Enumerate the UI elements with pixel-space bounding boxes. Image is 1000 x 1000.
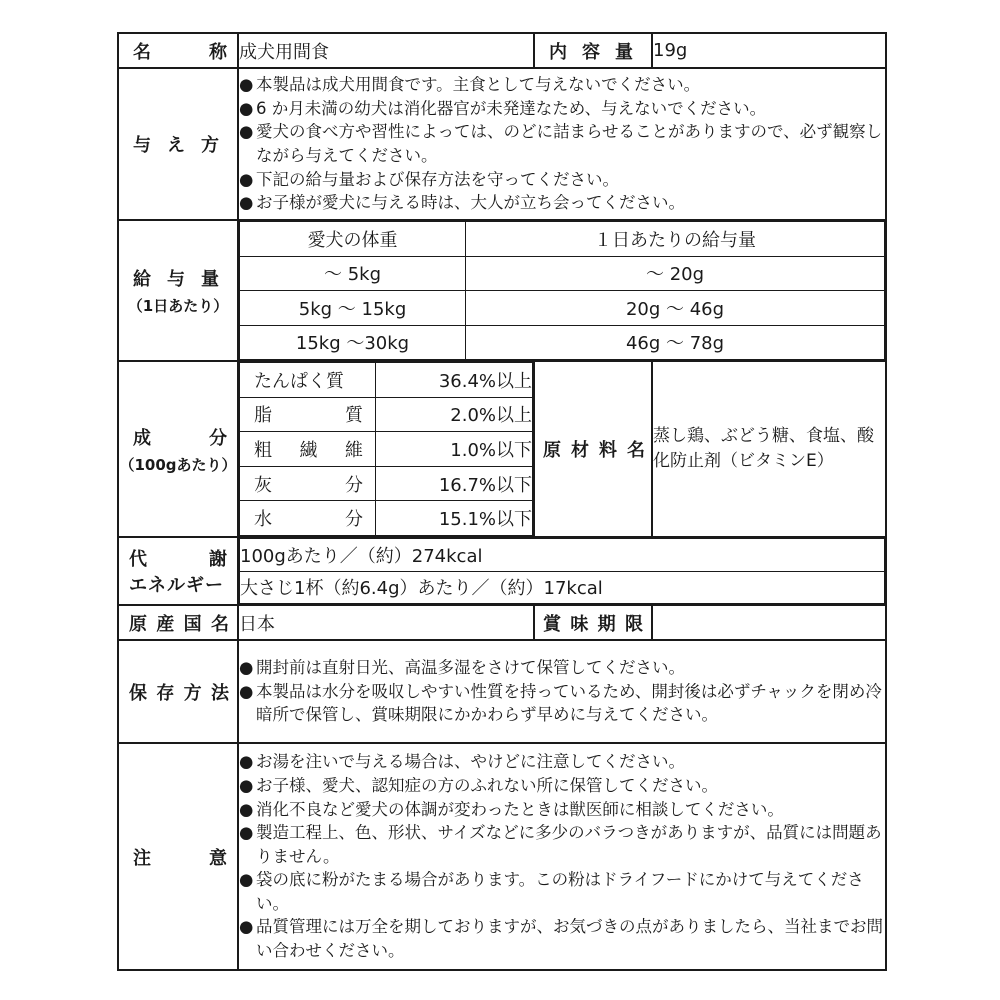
- caution-item: ● お湯を注いで与える場合は、やけどに注意してください。: [239, 750, 885, 774]
- capacity-label-cell: 内 容 量: [534, 33, 652, 68]
- caution-row: [118, 743, 886, 970]
- expiry-value: [652, 605, 886, 640]
- feeding-amount-row: [118, 220, 886, 361]
- composition-row: [118, 361, 886, 537]
- feeding-amount-table: [239, 221, 885, 360]
- table-row: 100gあたり／（約）274kcal: [240, 539, 885, 572]
- origin-label-cell: 原 産 国 名: [118, 605, 238, 640]
- table-row: 大さじ1杯（約6.4g）あたり／（約）17kcal: [240, 571, 885, 604]
- table-row: たんぱく質 36.4%以上: [240, 363, 533, 398]
- feeding-method-row: [118, 68, 886, 220]
- feeding-method-item: ● 6 か月未満の幼犬は消化器官が未発達なため、与えないでください。: [239, 97, 885, 121]
- storage-row: [118, 640, 886, 743]
- storage-label-cell: 保 存 方 法: [118, 640, 238, 743]
- storage-item: ● 開封前は直射日光、高温多湿をさけて保管してください。: [239, 656, 885, 680]
- origin-value: 日本: [238, 605, 534, 640]
- table-row: 脂 質 2.0%以上: [240, 397, 533, 432]
- caution-item: ● 製造工程上、色、形状、サイズなどに多少のバラつきがありますが、品質には問題ありません。: [239, 821, 885, 868]
- storage-item: ● 本製品は水分を吸収しやすい性質を持っているため、開封後は必ずチャックを閉め冷暗所で保管し、賞味期限にかかわらず早めに与えてください。: [239, 680, 885, 727]
- table-row: 5kg ～ 15kg 20g ～ 46g: [240, 291, 885, 326]
- name-label-cell: 名 称: [118, 33, 238, 68]
- energy-row: [118, 537, 886, 605]
- feeding-method-item: ● 本製品は成犬用間食です。主食として与えないでください。: [239, 73, 885, 97]
- energy-table-cell: [238, 537, 886, 605]
- amount-header: １日あたりの給与量: [466, 222, 885, 257]
- energy-label-cell: 代 謝 エネルギー: [118, 537, 238, 605]
- product-name: 成犬用間食: [238, 33, 534, 68]
- feeding-method-content: [238, 68, 886, 220]
- caution-item: ● 品質管理には万全を期しておりますが、お気づきの点がありましたら、当社までお問い合わせください。: [239, 915, 885, 962]
- feeding-amount-label-cell: 給 与 量 （1日あたり）: [118, 220, 238, 361]
- ingredients-label-cell: 原 材 料 名: [534, 361, 652, 537]
- table-row: 水 分 15.1%以下: [240, 501, 533, 536]
- feeding-amount-table-cell: [238, 220, 886, 361]
- capacity-value: 19g: [652, 33, 886, 68]
- table-row: 灰 分 16.7%以下: [240, 466, 533, 501]
- caution-label-cell: 注 意: [118, 743, 238, 970]
- table-row: ～ 5kg ～ 20g: [240, 256, 885, 291]
- product-info-table: [117, 32, 887, 971]
- feeding-method-item: ● お子様が愛犬に与える時は、大人が立ち会ってください。: [239, 191, 885, 215]
- expiry-label-cell: 賞 味 期 限: [534, 605, 652, 640]
- feeding-method-item: ● 愛犬の食べ方や習性によっては、のどに詰まらせることがありますので、必ず観察しながら与えてください。: [239, 120, 885, 167]
- origin-row: [118, 605, 886, 640]
- caution-content: [238, 743, 886, 970]
- table-row: 15kg ～30kg 46g ～ 78g: [240, 325, 885, 360]
- feeding-method-item: ● 下記の給与量および保存方法を守ってください。: [239, 168, 885, 192]
- weight-header: 愛犬の体重: [240, 222, 466, 257]
- energy-table: [239, 538, 885, 604]
- ingredients-value: 蒸し鶏、ぶどう糖、食塩、酸化防止剤（ビタミンE）: [652, 361, 886, 537]
- feeding-method-label-cell: 与 え 方: [118, 68, 238, 220]
- composition-label-cell: 成 分 （100gあたり）: [118, 361, 238, 537]
- composition-table: [239, 362, 533, 536]
- caution-item: ● お子様、愛犬、認知症の方のふれない所に保管してください。: [239, 774, 885, 798]
- table-row: 粗 繊 維 1.0%以下: [240, 432, 533, 467]
- caution-item: ● 消化不良など愛犬の体調が変わったときは獣医師に相談してください。: [239, 798, 885, 822]
- name-row: [118, 33, 886, 68]
- composition-table-cell: [238, 361, 534, 537]
- storage-content: [238, 640, 886, 743]
- caution-item: ● 袋の底に粉がたまる場合があります。この粉はドライフードにかけて与えてください。: [239, 868, 885, 915]
